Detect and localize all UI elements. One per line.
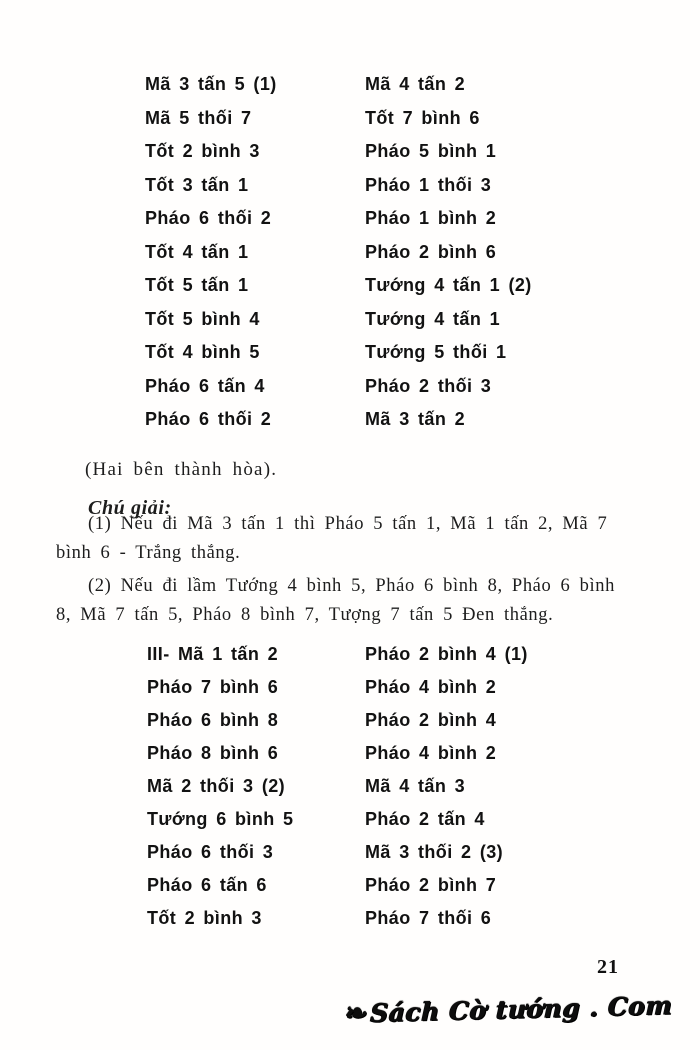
footnote-line: bình 6 - Trắng thắng.	[56, 543, 241, 563]
watermark-text: Sách Cờ tướng . Com	[369, 990, 673, 1028]
move-line: Pháo 8 bình 6	[147, 743, 279, 763]
move-line: Pháo 6 tấn 4	[145, 375, 265, 396]
move-line: Tốt 5 tấn 1	[145, 275, 249, 295]
move-line: Pháo 2 thối 3	[365, 375, 492, 396]
move-line: Pháo 6 thối 3	[147, 842, 274, 862]
move-line: Pháo 7 bình 6	[147, 677, 279, 697]
move-line: Tướng 5 thối 1	[365, 342, 507, 362]
move-line: Tốt 4 tấn 1	[145, 241, 249, 262]
footnote-line: 8, Mã 7 tấn 5, Pháo 8 bình 7, Tượng 7 tấn 5 Đen thắng.	[56, 605, 554, 625]
move-line: III- Mã 1 tấn 2	[147, 644, 279, 664]
move-line: Tốt 4 bình 5	[145, 342, 260, 362]
move-line: Pháo 2 bình 7	[365, 875, 497, 895]
move-line: Mã 3 tấn 2	[365, 409, 466, 429]
move-line: Tốt 7 bình 6	[365, 107, 480, 128]
move-line: Pháo 7 thối 6	[365, 908, 492, 928]
move-line: Mã 4 tấn 3	[365, 776, 466, 796]
move-line: Mã 3 tấn 5 (1)	[145, 74, 277, 94]
footnote-line: (1) Nếu đi Mã 3 tấn 1 thì Pháo 5 tấn 1, Mã 1 tấn 2, Mã 7	[88, 514, 608, 534]
move-line: Pháo 4 bình 2	[365, 677, 497, 697]
move-line: Pháo 2 tấn 4	[365, 809, 485, 829]
move-line: Tướng 4 tấn 1 (2)	[365, 275, 532, 295]
bottom-moves-left-column	[147, 638, 293, 935]
move-line: Pháo 2 bình 4	[365, 710, 497, 730]
move-line: Pháo 6 thối 2	[145, 409, 272, 429]
footnote-1	[56, 510, 652, 568]
move-line: Tốt 2 bình 3	[147, 908, 262, 928]
move-line: Pháo 5 bình 1	[365, 141, 497, 161]
move-line: Pháo 6 thối 2	[145, 208, 272, 228]
top-moves-right-column	[365, 68, 532, 437]
move-line: Tướng 6 bình 5	[147, 809, 294, 829]
move-line: Pháo 4 bình 2	[365, 743, 497, 763]
footnote-line: (2) Nếu đi lầm Tướng 4 bình 5, Pháo 6 bình 8, Pháo 6 bình	[88, 576, 615, 596]
bottom-moves-right-column	[365, 638, 528, 935]
move-line: Pháo 6 tấn 6	[147, 875, 267, 895]
watermark	[344, 990, 672, 1030]
move-line: Tốt 5 bình 4	[145, 308, 260, 329]
top-moves-left-column	[145, 68, 277, 437]
draw-result-note: (Hai bên thành hòa).	[85, 459, 278, 480]
move-line: Mã 5 thối 7	[145, 107, 252, 128]
notes-heading: Chú giải:	[88, 497, 172, 519]
move-line: Tốt 2 bình 3	[145, 141, 260, 161]
move-line: Pháo 6 bình 8	[147, 710, 279, 730]
move-line: Mã 2 thối 3 (2)	[147, 776, 286, 796]
move-line: Pháo 2 bình 4 (1)	[365, 644, 528, 664]
move-line: Mã 4 tấn 2	[365, 74, 466, 94]
move-line: Pháo 2 bình 6	[365, 241, 497, 262]
move-line: Tốt 3 tấn 1	[145, 174, 249, 195]
move-line: Pháo 1 thối 3	[365, 174, 492, 195]
move-line: Pháo 1 bình 2	[365, 208, 497, 228]
footnote-2	[56, 572, 652, 630]
move-line: Mã 3 thối 2 (3)	[365, 842, 504, 862]
page-number: 21	[597, 956, 619, 978]
flourish-icon: ❧	[344, 997, 369, 1030]
move-line: Tướng 4 tấn 1	[365, 308, 501, 329]
